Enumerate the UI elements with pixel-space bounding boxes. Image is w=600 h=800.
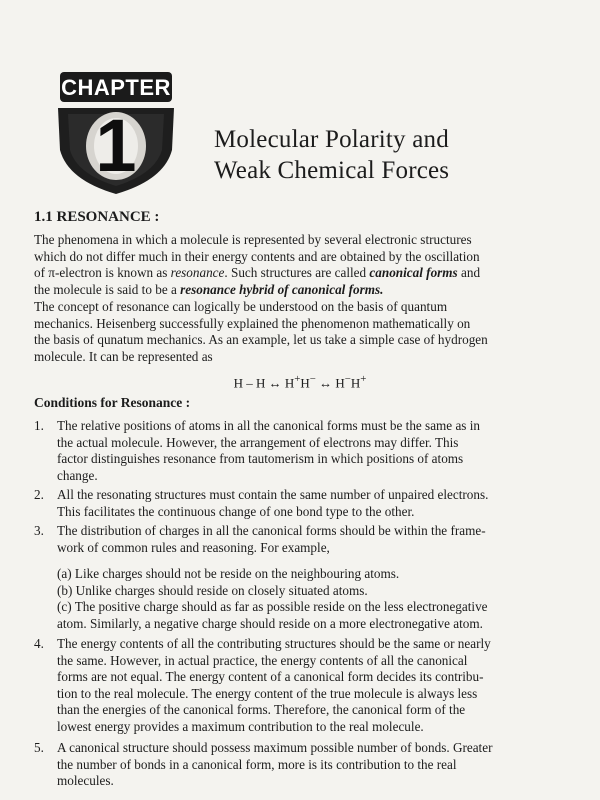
sub-list bbox=[57, 566, 575, 632]
chapter-number: 1 bbox=[95, 104, 137, 187]
text-line: molecules. bbox=[57, 773, 114, 789]
text-line: The phenomena in which a molecule is represented by several electronic structures bbox=[34, 232, 472, 247]
list-item bbox=[57, 487, 575, 520]
chapter-badge bbox=[52, 72, 180, 196]
text-run: . Such structures are called bbox=[224, 265, 370, 281]
eq-sup: + bbox=[294, 373, 301, 385]
text-line bbox=[34, 265, 574, 282]
term-resonance-hybrid: resonance hybrid of canonical forms. bbox=[180, 281, 384, 297]
list-item-number: 2. bbox=[34, 487, 44, 502]
eq-part: H – H ↔ H bbox=[233, 375, 295, 391]
eq-part: H bbox=[350, 375, 361, 391]
text-line: work of common rules and reasoning. For example, bbox=[57, 539, 330, 555]
sub-item: (b) Unlike charges should reside on closely situated atoms. bbox=[57, 582, 368, 598]
text-line: molecule. It can be represented as bbox=[34, 348, 213, 364]
eq-part: ↔ H bbox=[315, 375, 345, 391]
section-heading: 1.1 RESONANCE : bbox=[34, 209, 160, 225]
concept-paragraph bbox=[34, 299, 574, 365]
eq-sup: + bbox=[360, 373, 367, 385]
sub-item: atom. Similarly, a negative charge should reside on a more electronegative atom. bbox=[57, 615, 483, 631]
text-line: A canonical structure should possess maximum possible number of bonds. Greater bbox=[57, 740, 493, 755]
text-line: than the energies of the canonical forms. Therefore, the canonical form of the bbox=[57, 702, 466, 718]
conditions-heading: Conditions for Resonance : bbox=[34, 395, 191, 410]
text-line: The energy contents of all the contributing structures should be the same or nearly bbox=[57, 636, 491, 651]
intro-paragraph bbox=[34, 232, 574, 298]
text-line: the basis of qunatum mechanics. As an example, let us take a simple case of hydrogen bbox=[34, 332, 488, 348]
text-line: The distribution of charges in all the canonical forms should be within the frame- bbox=[57, 523, 486, 538]
text-line: the number of bonds in a canonical form, more is its contribution to the real bbox=[57, 756, 457, 772]
text-line: All the resonating structures must contain the same number of unpaired electrons. bbox=[57, 487, 489, 502]
resonance-equation bbox=[0, 373, 600, 391]
eq-sup: − bbox=[344, 373, 351, 385]
text-line: mechanics. Heisenberg successfully explained the phenomenon mathematically on bbox=[34, 315, 471, 331]
chapter-title-line: Weak Chemical Forces bbox=[214, 157, 450, 184]
chapter-title-line: Molecular Polarity and bbox=[214, 126, 449, 153]
chapter-label: CHAPTER bbox=[61, 75, 171, 100]
eq-sup: − bbox=[309, 373, 316, 385]
list-item bbox=[57, 740, 575, 790]
term-canonical-forms: canonical forms bbox=[369, 265, 458, 281]
text-line: forms are not equal. The energy content of a canonical form decides its contribu- bbox=[57, 669, 484, 685]
chapter-title bbox=[214, 124, 594, 186]
list-item bbox=[57, 523, 575, 556]
term-resonance: resonance bbox=[170, 265, 225, 281]
text-line: the actual molecule. However, the arrangement of electrons may differ. This bbox=[57, 434, 459, 450]
text-line: the same. However, in actual practice, the energy contents of all the canonical bbox=[57, 652, 468, 668]
list-item bbox=[57, 636, 575, 736]
text-line bbox=[34, 282, 574, 299]
text-line: factor distinguishes resonance from tautomerism in which positions of atoms bbox=[57, 451, 464, 467]
text-line: The relative positions of atoms in all the canonical forms must be the same as in bbox=[57, 418, 480, 433]
text-run: the molecule is said to be a bbox=[34, 281, 181, 297]
text-line: which do not differ much in their energy contents and are obtained by the oscillation bbox=[34, 248, 480, 264]
text-line: The concept of resonance can logically be understood on the basis of quantum bbox=[34, 299, 448, 314]
list-item-number: 1. bbox=[34, 418, 44, 433]
eq-part: H bbox=[300, 375, 310, 391]
text-run: and bbox=[457, 265, 481, 281]
list-item-number: 5. bbox=[34, 740, 44, 755]
sub-item: (a) Like charges should not be reside on the neighbouring atoms. bbox=[57, 566, 400, 581]
text-line: This facilitates the continuous change of one bond type to the other. bbox=[57, 503, 415, 519]
list-item-number: 3. bbox=[34, 523, 44, 538]
text-line: tion to the real molecule. The energy content of the true molecule is always less bbox=[57, 685, 478, 701]
list-item bbox=[57, 418, 575, 484]
text-line: change. bbox=[57, 467, 98, 483]
list-item-number: 4. bbox=[34, 636, 44, 651]
text-run: of π-electron is known as bbox=[34, 265, 171, 281]
sub-item: (c) The positive charge should as far as possible reside on the less electronegative bbox=[57, 599, 488, 615]
text-line: lowest energy provides a maximum contribution to the real molecule. bbox=[57, 718, 424, 734]
